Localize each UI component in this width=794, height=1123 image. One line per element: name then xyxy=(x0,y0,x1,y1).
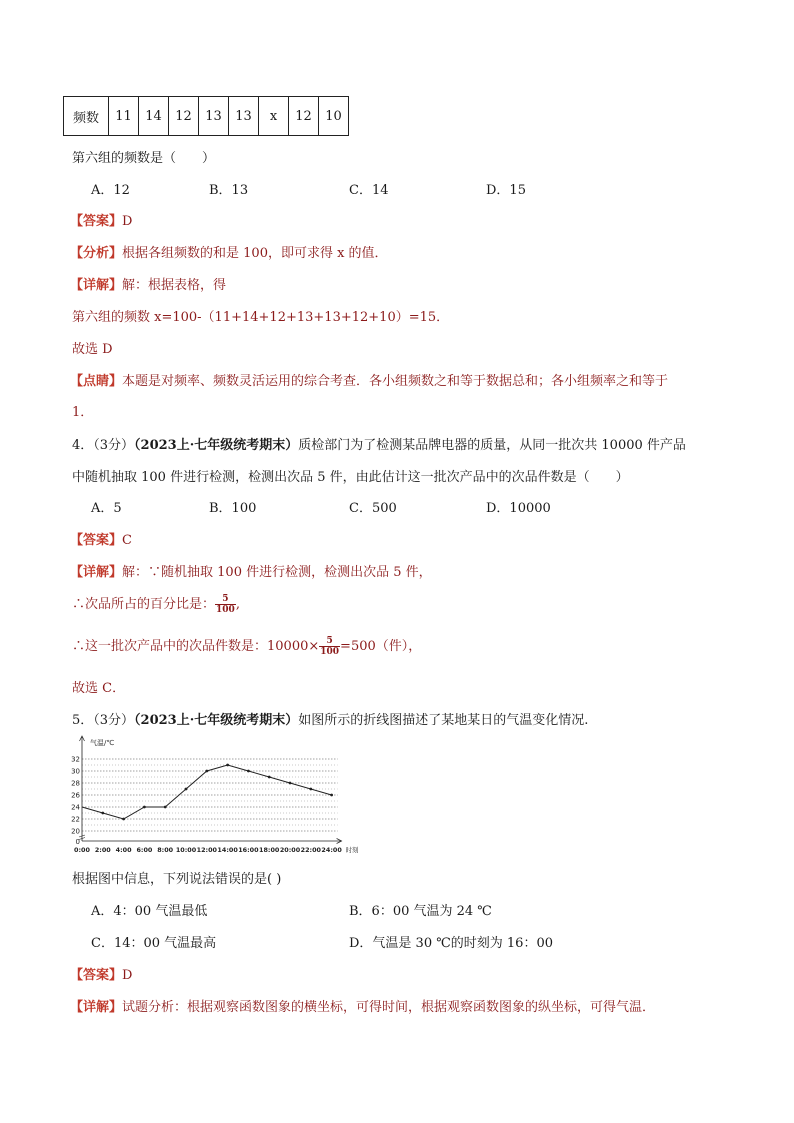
y-tick-label: 30 xyxy=(71,767,80,776)
x-tick-label: 20:00 xyxy=(279,846,301,854)
fraction-numerator: 5 xyxy=(319,636,340,647)
detail-tag: 【详解】 xyxy=(70,278,123,293)
y-tick-label: 26 xyxy=(71,791,80,800)
y-axis-label: 气温/℃ xyxy=(90,739,115,747)
series-line xyxy=(82,765,332,819)
q3-detail-calc: 第六组的频数 x=100-（11+14+12+13+13+12+10）=15． xyxy=(72,310,450,325)
answer-value: D xyxy=(122,968,133,983)
q4-option-d: D．10000 xyxy=(486,501,551,516)
q3-option-d: D．15 xyxy=(486,183,526,198)
q4-number: 4．（3分） xyxy=(72,438,135,453)
q4-option-c: C．500 xyxy=(349,501,397,516)
q5-answer-line xyxy=(70,964,132,983)
detail-text: 解：∵随机抽取 100 件进行检测，检测出次品 5 件， xyxy=(122,565,432,580)
detail-tag: 【详解】 xyxy=(70,565,123,580)
x-tick-label: 22:00 xyxy=(300,846,321,854)
q3-answer-line xyxy=(70,210,132,229)
q3-analysis-line xyxy=(70,242,388,261)
fraction xyxy=(319,636,340,657)
origin-label: 0 xyxy=(75,838,80,846)
data-point xyxy=(289,782,292,785)
data-point xyxy=(205,770,208,773)
data-point xyxy=(185,788,188,791)
q4-stem-2: 中随机抽取 100 件进行检测，检测出次品 5 件，由此估计这一批次产品中的次品件数是（ ） xyxy=(72,470,629,485)
x-tick-label: 0:00 xyxy=(74,846,90,854)
fraction xyxy=(215,594,236,615)
comment-text: 本题是对频率、频数灵活运用的综合考查．各小组频数之和等于数据总和；各小组频率之和等于 xyxy=(122,374,669,389)
data-point xyxy=(164,806,167,809)
analysis-text: 根据各组频数的和是 100，即可求得 x 的值． xyxy=(122,246,388,261)
y-tick-label: 20 xyxy=(71,827,80,836)
q5-stem-line xyxy=(72,709,588,728)
q5-question: 根据图中信息，下列说法错误的是( ) xyxy=(72,872,282,887)
fraction-numerator: 5 xyxy=(215,594,236,605)
q4-answer-line xyxy=(70,529,132,548)
analysis-tag: 【分析】 xyxy=(70,246,123,261)
table-row xyxy=(64,97,349,136)
data-point xyxy=(143,806,146,809)
fraction-denominator: 100 xyxy=(320,647,340,657)
x-tick-label: 2:00 xyxy=(94,846,111,854)
x-tick-label: 18:00 xyxy=(259,846,280,854)
x-tick-label: 14:00 xyxy=(217,846,238,854)
x-tick-label: 10:00 xyxy=(175,846,197,854)
y-tick-label: 32 xyxy=(71,755,80,764)
table-cell: 11 xyxy=(109,97,139,136)
table-cell: 13 xyxy=(199,97,229,136)
q5-detail-line xyxy=(70,996,655,1015)
q3-comment-cont: 1． xyxy=(72,405,94,420)
frequency-table xyxy=(63,96,349,136)
q5-option-b: B．6：00 气温为 24 ℃ xyxy=(349,904,492,919)
q5-option-c: C．14：00 气温最高 xyxy=(91,936,217,951)
detail-text: =500（件）， xyxy=(340,639,422,654)
q5-option-d: D．气温是 30 ℃的时刻为 16：00 xyxy=(349,936,553,951)
answer-tag: 【答案】 xyxy=(70,533,123,548)
punctuation: , xyxy=(235,597,240,612)
q5-number: 5．（3分） xyxy=(72,713,135,728)
x-axis-label: 时刻 xyxy=(345,846,359,854)
answer-tag: 【答案】 xyxy=(70,214,123,229)
x-tick-label: 4:00 xyxy=(115,846,132,854)
x-tick-label: 16:00 xyxy=(238,846,259,854)
q4-detail-percent xyxy=(72,592,240,618)
q4-source: （2023上·七年级统考期末） xyxy=(134,438,299,453)
q4-detail-line xyxy=(70,561,432,580)
table-header-cell: 频数 xyxy=(64,97,109,136)
q5-stem: 如图所示的折线图描述了某地某日的气温变化情况. xyxy=(298,713,589,728)
answer-value: D xyxy=(122,214,133,229)
q3-option-a: A．12 xyxy=(91,183,130,198)
x-tick-label: 6:00 xyxy=(136,846,153,854)
detail-text: ∴次品所占的百分比是： xyxy=(72,597,216,612)
table-cell: 12 xyxy=(289,97,319,136)
data-point xyxy=(309,788,312,791)
q5-option-a: A．4：00 气温最低 xyxy=(91,904,208,919)
y-tick-label: 22 xyxy=(71,815,80,824)
q4-option-a: A．5 xyxy=(91,501,122,516)
detail-text: ∴这一批次产品中的次品件数是：10000× xyxy=(72,639,320,654)
answer-value: C xyxy=(122,533,132,548)
x-tick-label: 12:00 xyxy=(196,846,217,854)
data-point xyxy=(122,818,125,821)
table-cell: x xyxy=(259,97,289,136)
y-tick-label: 24 xyxy=(71,803,80,812)
q4-option-b: B．100 xyxy=(209,501,257,516)
answer-tag: 【答案】 xyxy=(70,968,123,983)
data-point xyxy=(330,794,333,797)
data-point xyxy=(226,764,229,767)
data-point xyxy=(268,776,271,779)
q3-detail-choice: 故选 D xyxy=(72,342,113,357)
q4-stem-line-1 xyxy=(72,434,686,453)
detail-tag: 【详解】 xyxy=(70,1000,123,1015)
q3-question: 第六组的频数是（ ） xyxy=(72,151,216,166)
y-tick-labels xyxy=(71,756,80,847)
chart-axes xyxy=(79,736,342,844)
table-cell: 12 xyxy=(169,97,199,136)
table-cell: 10 xyxy=(319,97,349,136)
temperature-line-chart xyxy=(68,735,380,857)
q3-option-b: B．13 xyxy=(209,183,249,198)
q4-detail-count xyxy=(72,634,421,660)
data-point xyxy=(247,770,250,773)
detail-text: 解：根据表格，得 xyxy=(122,278,227,293)
fraction-denominator: 100 xyxy=(216,605,235,615)
table-cell: 14 xyxy=(139,97,169,136)
detail-text: 试题分析：根据观察函数图象的横坐标，可得时间，根据观察函数图象的纵坐标，可得气温． xyxy=(122,1000,656,1015)
q5-source: （2023上·七年级统考期末） xyxy=(134,713,299,728)
q3-detail-line xyxy=(70,274,226,293)
y-tick-label: 28 xyxy=(71,779,80,788)
q3-option-c: C．14 xyxy=(349,183,389,198)
table-cell: 13 xyxy=(229,97,259,136)
q4-detail-choice: 故选 C． xyxy=(72,681,126,696)
x-tick-labels xyxy=(74,845,359,854)
x-tick-label: 8:00 xyxy=(157,846,174,854)
q3-comment-line xyxy=(70,370,668,389)
data-point xyxy=(101,812,104,815)
comment-tag: 【点睛】 xyxy=(70,374,123,389)
x-tick-label: 24:00 xyxy=(321,846,342,854)
q4-stem-1: 质检部门为了检测某品牌电器的质量，从同一批次共 10000 件产品 xyxy=(298,438,686,453)
